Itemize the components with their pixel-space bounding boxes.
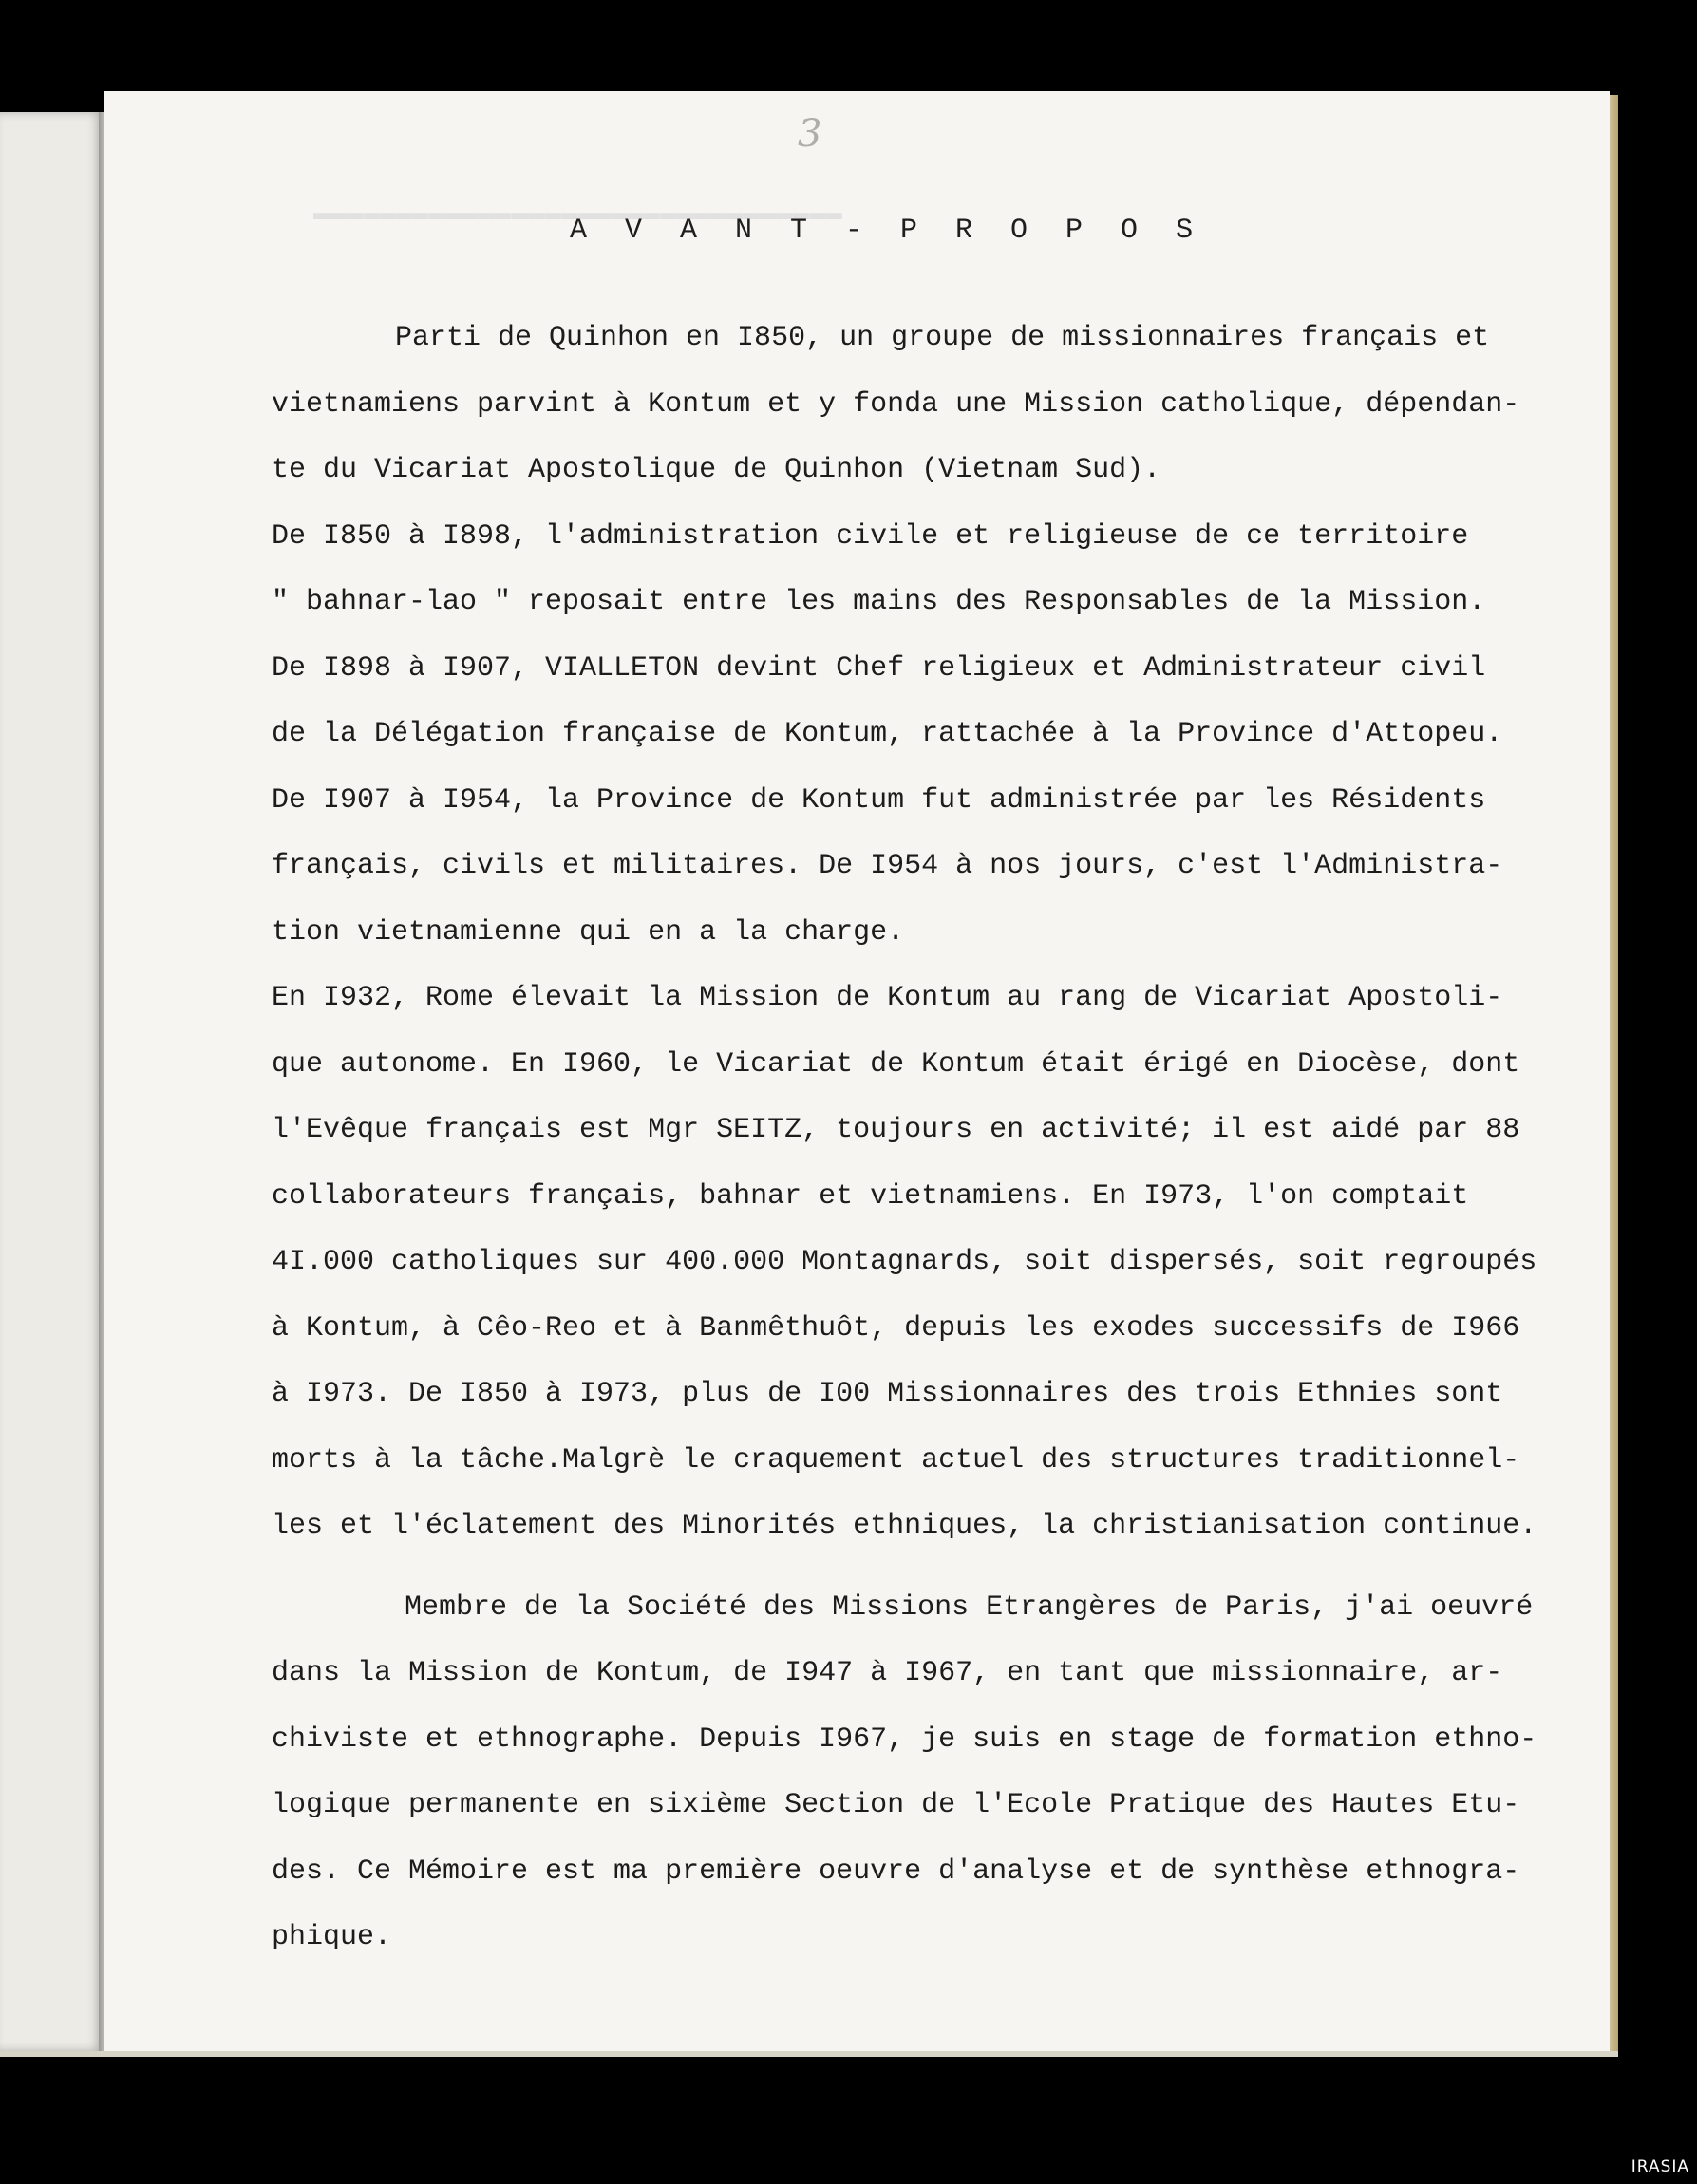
text-line: collaborateurs français, bahnar et vietnamiens. En I973, l'on comptait <box>272 1179 1469 1213</box>
text-line: phique. <box>272 1921 392 1953</box>
document-title: A V A N T - P R O P O S <box>570 215 1204 247</box>
watermark: IRASIA <box>1631 2157 1689 2176</box>
page-edge <box>1610 95 1618 2051</box>
text-line: chiviste et ethnographe. Depuis I967, je suis en stage de formation ethno- <box>272 1723 1537 1756</box>
text-line: des. Ce Mémoire est ma première oeuvre d'analyse et de synthèse ethnogra- <box>272 1855 1520 1888</box>
text-line: dans la Mission de Kontum, de I947 à I967, en tant que missionnaire, ar- <box>272 1657 1503 1689</box>
text-line: De I898 à I907, VIALLETON devint Chef religieux et Administrateur civil <box>272 651 1486 685</box>
text-line: tion vietnamienne qui en a la charge. <box>272 915 905 949</box>
page-bottom-edge <box>0 2051 1618 2057</box>
text-line: " bahnar-lao " reposait entre les mains des Responsables de la Mission. <box>272 586 1486 618</box>
text-line: 4I.000 catholiques sur 400.000 Montagnards, soit dispersés, soit regroupés <box>272 1246 1537 1278</box>
body-text <box>272 306 1611 1971</box>
text-line: de la Délégation française de Kontum, rattachée à la Province d'Attopeu. <box>272 718 1503 750</box>
text-line: vietnamiens parvint à Kontum et y fonda une Mission catholique, dépendan- <box>272 387 1520 421</box>
text-line: te du Vicariat Apostolique de Quinhon (Vietnam Sud). <box>272 454 1161 486</box>
page-number: 3 <box>798 112 822 156</box>
paragraph-3 <box>272 1575 1611 1971</box>
text-line: que autonome. En I960, le Vicariat de Kontum était érigé en Diocèse, dont <box>272 1047 1520 1081</box>
text-line: En I932, Rome élevait la Mission de Kontum au rang de Vicariat Apostoli- <box>272 982 1503 1014</box>
text-line: l'Evêque français est Mgr SEITZ, toujours en activité; il est aidé par 88 <box>272 1114 1520 1146</box>
text-line: à Kontum, à Cêo-Reo et à Banmêthuôt, depuis les exodes successifs de I966 <box>272 1311 1520 1345</box>
text-line: De I907 à I954, la Province de Kontum fut administrée par les Résidents <box>272 783 1486 817</box>
text-line: morts à la tâche.Malgrè le craquement actuel des structures traditionnel- <box>272 1443 1520 1477</box>
text-line: à I973. De I850 à I973, plus de I00 Missionnaires des trois Ethnies sont <box>272 1378 1503 1410</box>
paragraph-1 <box>272 306 1611 504</box>
left-page <box>0 112 103 2051</box>
text-line: Membre de la Société des Missions Etrangères de Paris, j'ai oeuvré <box>405 1591 1534 1624</box>
text-line: logique permanente en sixième Section de l'Ecole Pratique des Hautes Etu- <box>272 1789 1520 1821</box>
text-line: français, civils et militaires. De I954 à nos jours, c'est l'Administra- <box>272 850 1503 882</box>
text-line: De I850 à I898, l'administration civile et religieuse de ce territoire <box>272 519 1469 553</box>
text-line: les et l'éclatement des Minorités ethniques, la christianisation continue. <box>272 1510 1537 1542</box>
text-line: Parti de Quinhon en I850, un groupe de missionnaires français et <box>395 322 1490 354</box>
paragraph-2 <box>272 504 1611 1560</box>
